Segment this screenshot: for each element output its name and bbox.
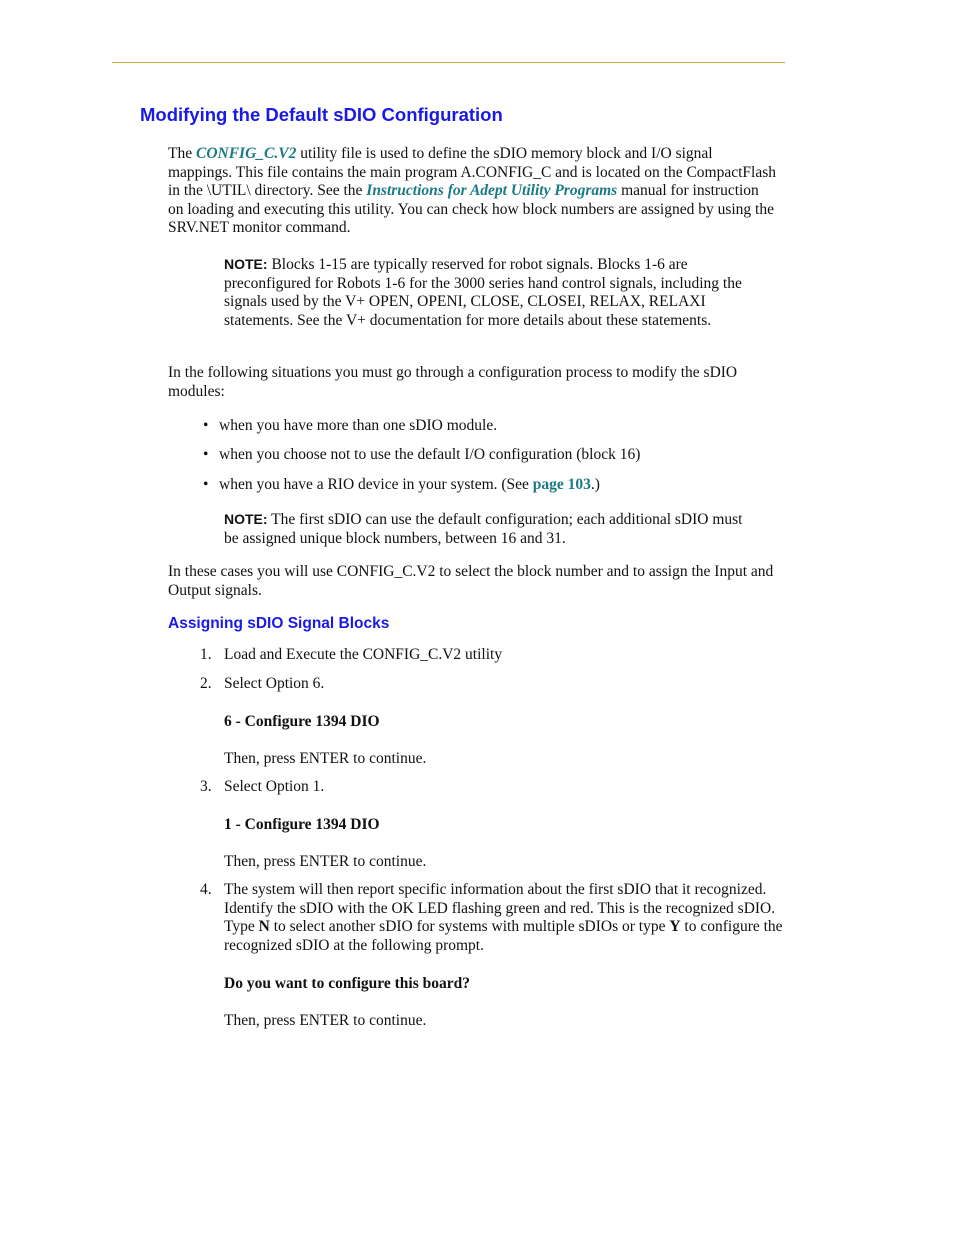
note-default-config [224, 510, 744, 548]
header-rule [112, 62, 785, 63]
utility-programs-link[interactable]: Instructions for Adept Utility Programs [366, 182, 618, 199]
note-robot-blocks [224, 255, 744, 330]
intro-paragraph [168, 145, 778, 238]
intro-text-1: The [168, 145, 196, 162]
configure-prompt-text: Do you want to configure this board? [224, 975, 471, 992]
note-text: Blocks 1-15 are typically reserved for robot signals. Blocks 1-6 are preconfigured for Robots 1-6 for the 3000 series hand control signals, including the signals used by the V+ OPEN, OPENI, CLOSE, CLOSEI, RELAX, RELAXI statements. See the V+ documentation for more details about these statements. [224, 256, 742, 329]
step-text: Load and Execute the CONFIG_C.V2 utility [224, 646, 503, 663]
bullet-text-end: .) [590, 476, 600, 493]
cases-paragraph: In these cases you will use CONFIG_C.V2 to select the block number and to assign the Input and Output signals. [168, 563, 774, 599]
bullet-icon: • [203, 446, 209, 463]
step-number: 2. [200, 675, 212, 692]
intro-text-3: manual for instruction on loading and executing this utility. You can check how block numbers are assigned by using the SRV.NET monitor command. [168, 182, 774, 236]
page-103-link[interactable]: page 103 [532, 476, 591, 493]
bullet-icon: • [203, 476, 209, 493]
note-label: NOTE: [224, 511, 268, 527]
press-enter-text: Then, press ENTER to continue. [224, 750, 427, 767]
key-y: Y [669, 918, 681, 935]
note-text: The first sDIO can use the default configuration; each additional sDIO must be assigned unique block numbers, between 16 and 31. [224, 511, 743, 547]
option-6-text: 6 - Configure 1394 DIO [224, 713, 380, 730]
config-c-v2-link[interactable]: CONFIG_C.V2 [195, 145, 297, 162]
list-item [203, 476, 783, 495]
step-number: 1. [200, 646, 212, 663]
step-1 [200, 646, 784, 665]
situations-paragraph: In the following situations you must go through a configuration process to modify the sDIO modules: [168, 364, 738, 400]
bullet-text: when you have a RIO device in your system. (See [219, 476, 533, 493]
press-enter-text: Then, press ENTER to continue. [224, 853, 427, 870]
step-4 [200, 881, 784, 955]
press-enter-text: Then, press ENTER to continue. [224, 1012, 427, 1029]
list-item [203, 417, 783, 436]
option-1-text: 1 - Configure 1394 DIO [224, 816, 380, 833]
step-text: Select Option 6. [224, 675, 325, 692]
key-n: N [258, 918, 270, 935]
step-4-text-b: to select another sDIO for systems with multiple sDIOs or type [269, 918, 670, 935]
bullet-text: when you choose not to use the default I/O configuration (block 16) [219, 446, 641, 463]
step-2 [200, 675, 784, 694]
step-4-text-a: The system will then report specific information about the first sDIO that it recognized. Identify the sDIO with the OK LED flashing green and red. This is the recognized sDIO. Type [224, 881, 776, 935]
subsection-heading: Assigning sDIO Signal Blocks [168, 615, 390, 632]
section-heading: Modifying the Default sDIO Configuration [140, 104, 503, 125]
note-label: NOTE: [224, 256, 268, 272]
list-item [203, 446, 783, 465]
step-3 [200, 778, 784, 797]
step-4-text-c: to configure the recognized sDIO at the following prompt. [224, 918, 783, 954]
step-text [224, 881, 784, 955]
bullet-text: when you have more than one sDIO module. [219, 417, 498, 434]
intro-text-2: utility file is used to define the sDIO memory block and I/O signal mappings. This file contains the main program A.CONFIG_C and is located on the CompactFlash in the \UTIL\ directory. See the [168, 145, 777, 199]
step-number: 3. [200, 778, 212, 795]
step-text: Select Option 1. [224, 778, 325, 795]
step-number: 4. [200, 881, 212, 898]
bullet-icon: • [203, 417, 209, 434]
